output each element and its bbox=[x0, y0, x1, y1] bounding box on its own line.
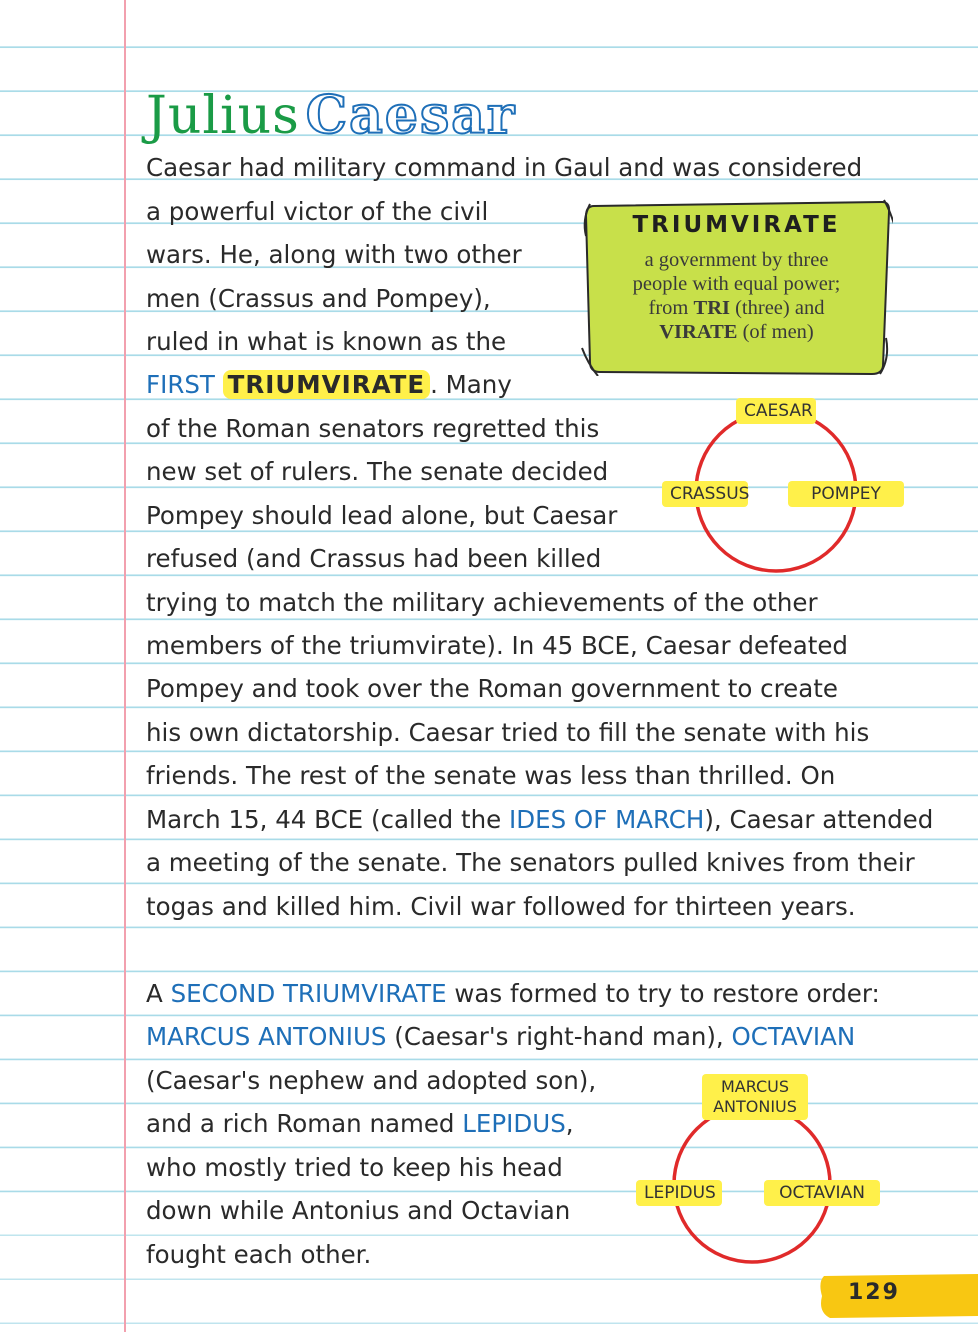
keyword-first: FIRST bbox=[146, 370, 215, 399]
body-line: a meeting of the senate. The senators pulled knives from their bbox=[146, 848, 915, 877]
node-marcus-antonius bbox=[702, 1074, 808, 1120]
body-line: down while Antonius and Octavian bbox=[146, 1196, 571, 1225]
title-first-name: Julius bbox=[146, 86, 300, 146]
definition-text bbox=[590, 248, 883, 344]
page-number-tab bbox=[818, 1272, 978, 1318]
body-line-ides-of-march bbox=[146, 805, 933, 835]
body-text: A bbox=[146, 979, 171, 1008]
node-pompey: POMPEY bbox=[788, 481, 904, 507]
keyword-octavian: OCTAVIAN bbox=[731, 1022, 856, 1051]
body-text: , bbox=[565, 1109, 574, 1138]
page-number: 129 bbox=[848, 1280, 900, 1305]
body-line bbox=[146, 1022, 855, 1052]
body-line: refused (and Crassus had been killed bbox=[146, 544, 602, 573]
first-triumvirate-diagram bbox=[660, 395, 910, 565]
definition-line bbox=[590, 296, 883, 320]
body-line: Caesar had military command in Gaul and was considered bbox=[146, 153, 863, 182]
body-line: fought each other. bbox=[146, 1240, 372, 1269]
definition-line: a government by three bbox=[644, 249, 829, 271]
title-last-name: Caesar bbox=[305, 85, 517, 146]
definition-text-part: (of men) bbox=[737, 321, 814, 343]
body-line: his own dictatorship. Caesar tried to fill the senate with his bbox=[146, 718, 870, 747]
node-lepidus: LEPIDUS bbox=[636, 1180, 722, 1206]
definition-text-part: (three) and bbox=[729, 297, 825, 319]
body-line: a powerful victor of the civil bbox=[146, 197, 489, 226]
body-line: Pompey and took over the Roman government to create bbox=[146, 674, 838, 703]
definition-root-tri: TRI bbox=[693, 297, 730, 319]
notebook-margin-line bbox=[124, 0, 126, 1332]
definition-line: people with equal power; bbox=[632, 273, 841, 295]
body-line: (Caesar's nephew and adopted son), bbox=[146, 1066, 597, 1095]
body-line: men (Crassus and Pompey), bbox=[146, 284, 491, 313]
node-octavian: OCTAVIAN bbox=[764, 1180, 880, 1206]
node-caesar: CAESAR bbox=[736, 398, 816, 424]
node-crassus: CRASSUS bbox=[662, 481, 748, 507]
body-line-first-triumvirate bbox=[146, 370, 512, 400]
keyword-marcus-antonius: MARCUS ANTONIUS bbox=[146, 1022, 387, 1051]
highlighted-term-triumvirate: TRIUMVIRATE bbox=[223, 370, 430, 399]
body-line: members of the triumvirate). In 45 BCE, Caesar defeated bbox=[146, 631, 848, 660]
body-line: ruled in what is known as the bbox=[146, 327, 507, 356]
definition-box bbox=[580, 198, 893, 376]
body-line: trying to match the military achievements of the other bbox=[146, 588, 818, 617]
keyword-lepidus: LEPIDUS bbox=[462, 1109, 566, 1138]
body-text: . Many bbox=[430, 370, 512, 399]
body-line: wars. He, along with two other bbox=[146, 240, 522, 269]
definition-text-part: from bbox=[648, 297, 694, 319]
body-line: who mostly tried to keep his head bbox=[146, 1153, 563, 1182]
page-title bbox=[146, 86, 516, 146]
body-line: Pompey should lead alone, but Caesar bbox=[146, 501, 618, 530]
body-text: (Caesar's right-hand man), bbox=[386, 1022, 732, 1051]
body-text: March 15, 44 BCE (called the bbox=[146, 805, 510, 834]
node-label-line: ANTONIUS bbox=[713, 1097, 797, 1116]
second-triumvirate-diagram bbox=[634, 1072, 894, 1272]
body-line: friends. The rest of the senate was less than thrilled. On bbox=[146, 761, 836, 790]
body-line bbox=[146, 1109, 574, 1139]
body-text: was formed to try to restore order: bbox=[446, 979, 880, 1008]
body-line-second-triumvirate bbox=[146, 979, 880, 1009]
body-line: of the Roman senators regretted this bbox=[146, 414, 600, 443]
definition-term: TRIUMVIRATE bbox=[632, 212, 841, 238]
keyword-second-triumvirate: SECOND TRIUMVIRATE bbox=[170, 979, 447, 1008]
body-line: new set of rulers. The senate decided bbox=[146, 457, 609, 486]
body-text: and a rich Roman named bbox=[146, 1109, 463, 1138]
node-label-line: MARCUS bbox=[720, 1077, 790, 1096]
definition-line bbox=[590, 320, 883, 344]
body-text: ), Caesar attended bbox=[704, 805, 934, 834]
definition-root-virate: VIRATE bbox=[659, 321, 738, 343]
body-line: togas and killed him. Civil war followed for thirteen years. bbox=[146, 892, 856, 921]
keyword-ides-of-march: IDES OF MARCH bbox=[509, 805, 705, 834]
